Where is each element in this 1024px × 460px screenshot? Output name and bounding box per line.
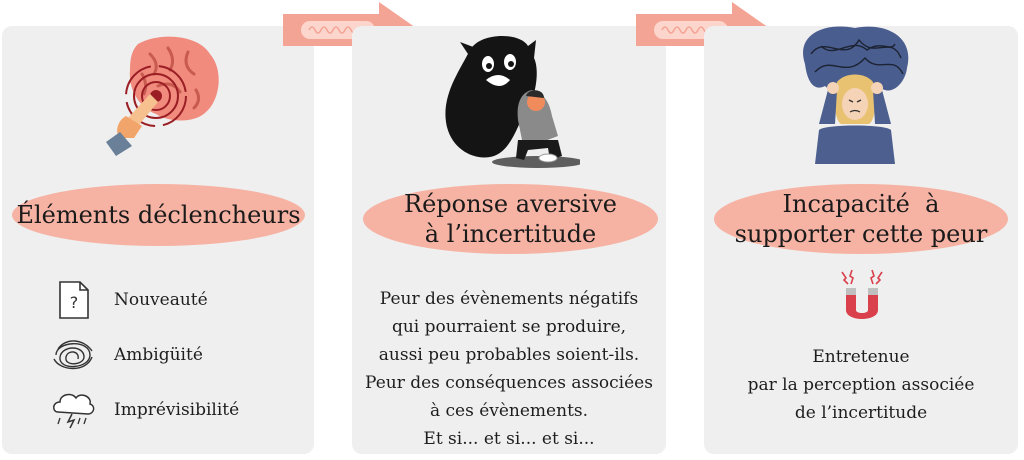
aversive-title-pill [363, 184, 658, 254]
storm-cloud-icon [50, 390, 96, 430]
svg-text:?: ? [69, 293, 79, 312]
shadow-monster-icon [440, 30, 580, 170]
trigger-item-novelty [50, 280, 300, 320]
intolerance-text-line: de l’incertitude [794, 403, 928, 423]
intolerance-text-line: Entretenue [812, 347, 910, 367]
intolerance-text-line: par la perception associée [747, 375, 975, 395]
aversive-text-line: Peur des évènements négatifs [379, 289, 639, 309]
triggers-title: Éléments déclencheurs [16, 201, 301, 229]
aversive-description [356, 285, 662, 453]
intolerance-title-line-1: Incapacité à [782, 190, 940, 218]
trigger-label-ambiguity: Ambigüité [114, 345, 203, 365]
trigger-label-novelty: Nouveauté [114, 290, 208, 310]
aversive-text-line: à ces évènements. [429, 401, 589, 421]
magnet-icon [834, 268, 890, 330]
triggers-title-pill [12, 184, 305, 246]
tangle-scribble-icon [50, 335, 96, 375]
trigger-item-unpredictability [50, 390, 300, 430]
trigger-item-ambiguity [50, 335, 300, 375]
question-document-icon [50, 280, 96, 320]
intolerance-title-pill [714, 184, 1008, 254]
intolerance-description [708, 343, 1014, 427]
aversive-title-line-2: à l’incertitude [424, 220, 597, 248]
touch-brain-icon [98, 34, 230, 158]
aversive-text-line: qui pourraient se produire, [391, 317, 627, 337]
aversive-text-line: Peur des conséquences associées [365, 373, 653, 393]
intolerance-title-line-2: supporter cette peur [734, 220, 988, 248]
trigger-label-unpredictability: Imprévisibilité [114, 400, 240, 420]
aversive-title-line-1: Réponse aversive [404, 190, 617, 218]
aversive-text-line: Et si... et si... et si... [423, 429, 595, 449]
aversive-text-line: aussi peu probables soient-ils. [378, 345, 640, 365]
overwhelmed-person-icon [795, 24, 915, 164]
